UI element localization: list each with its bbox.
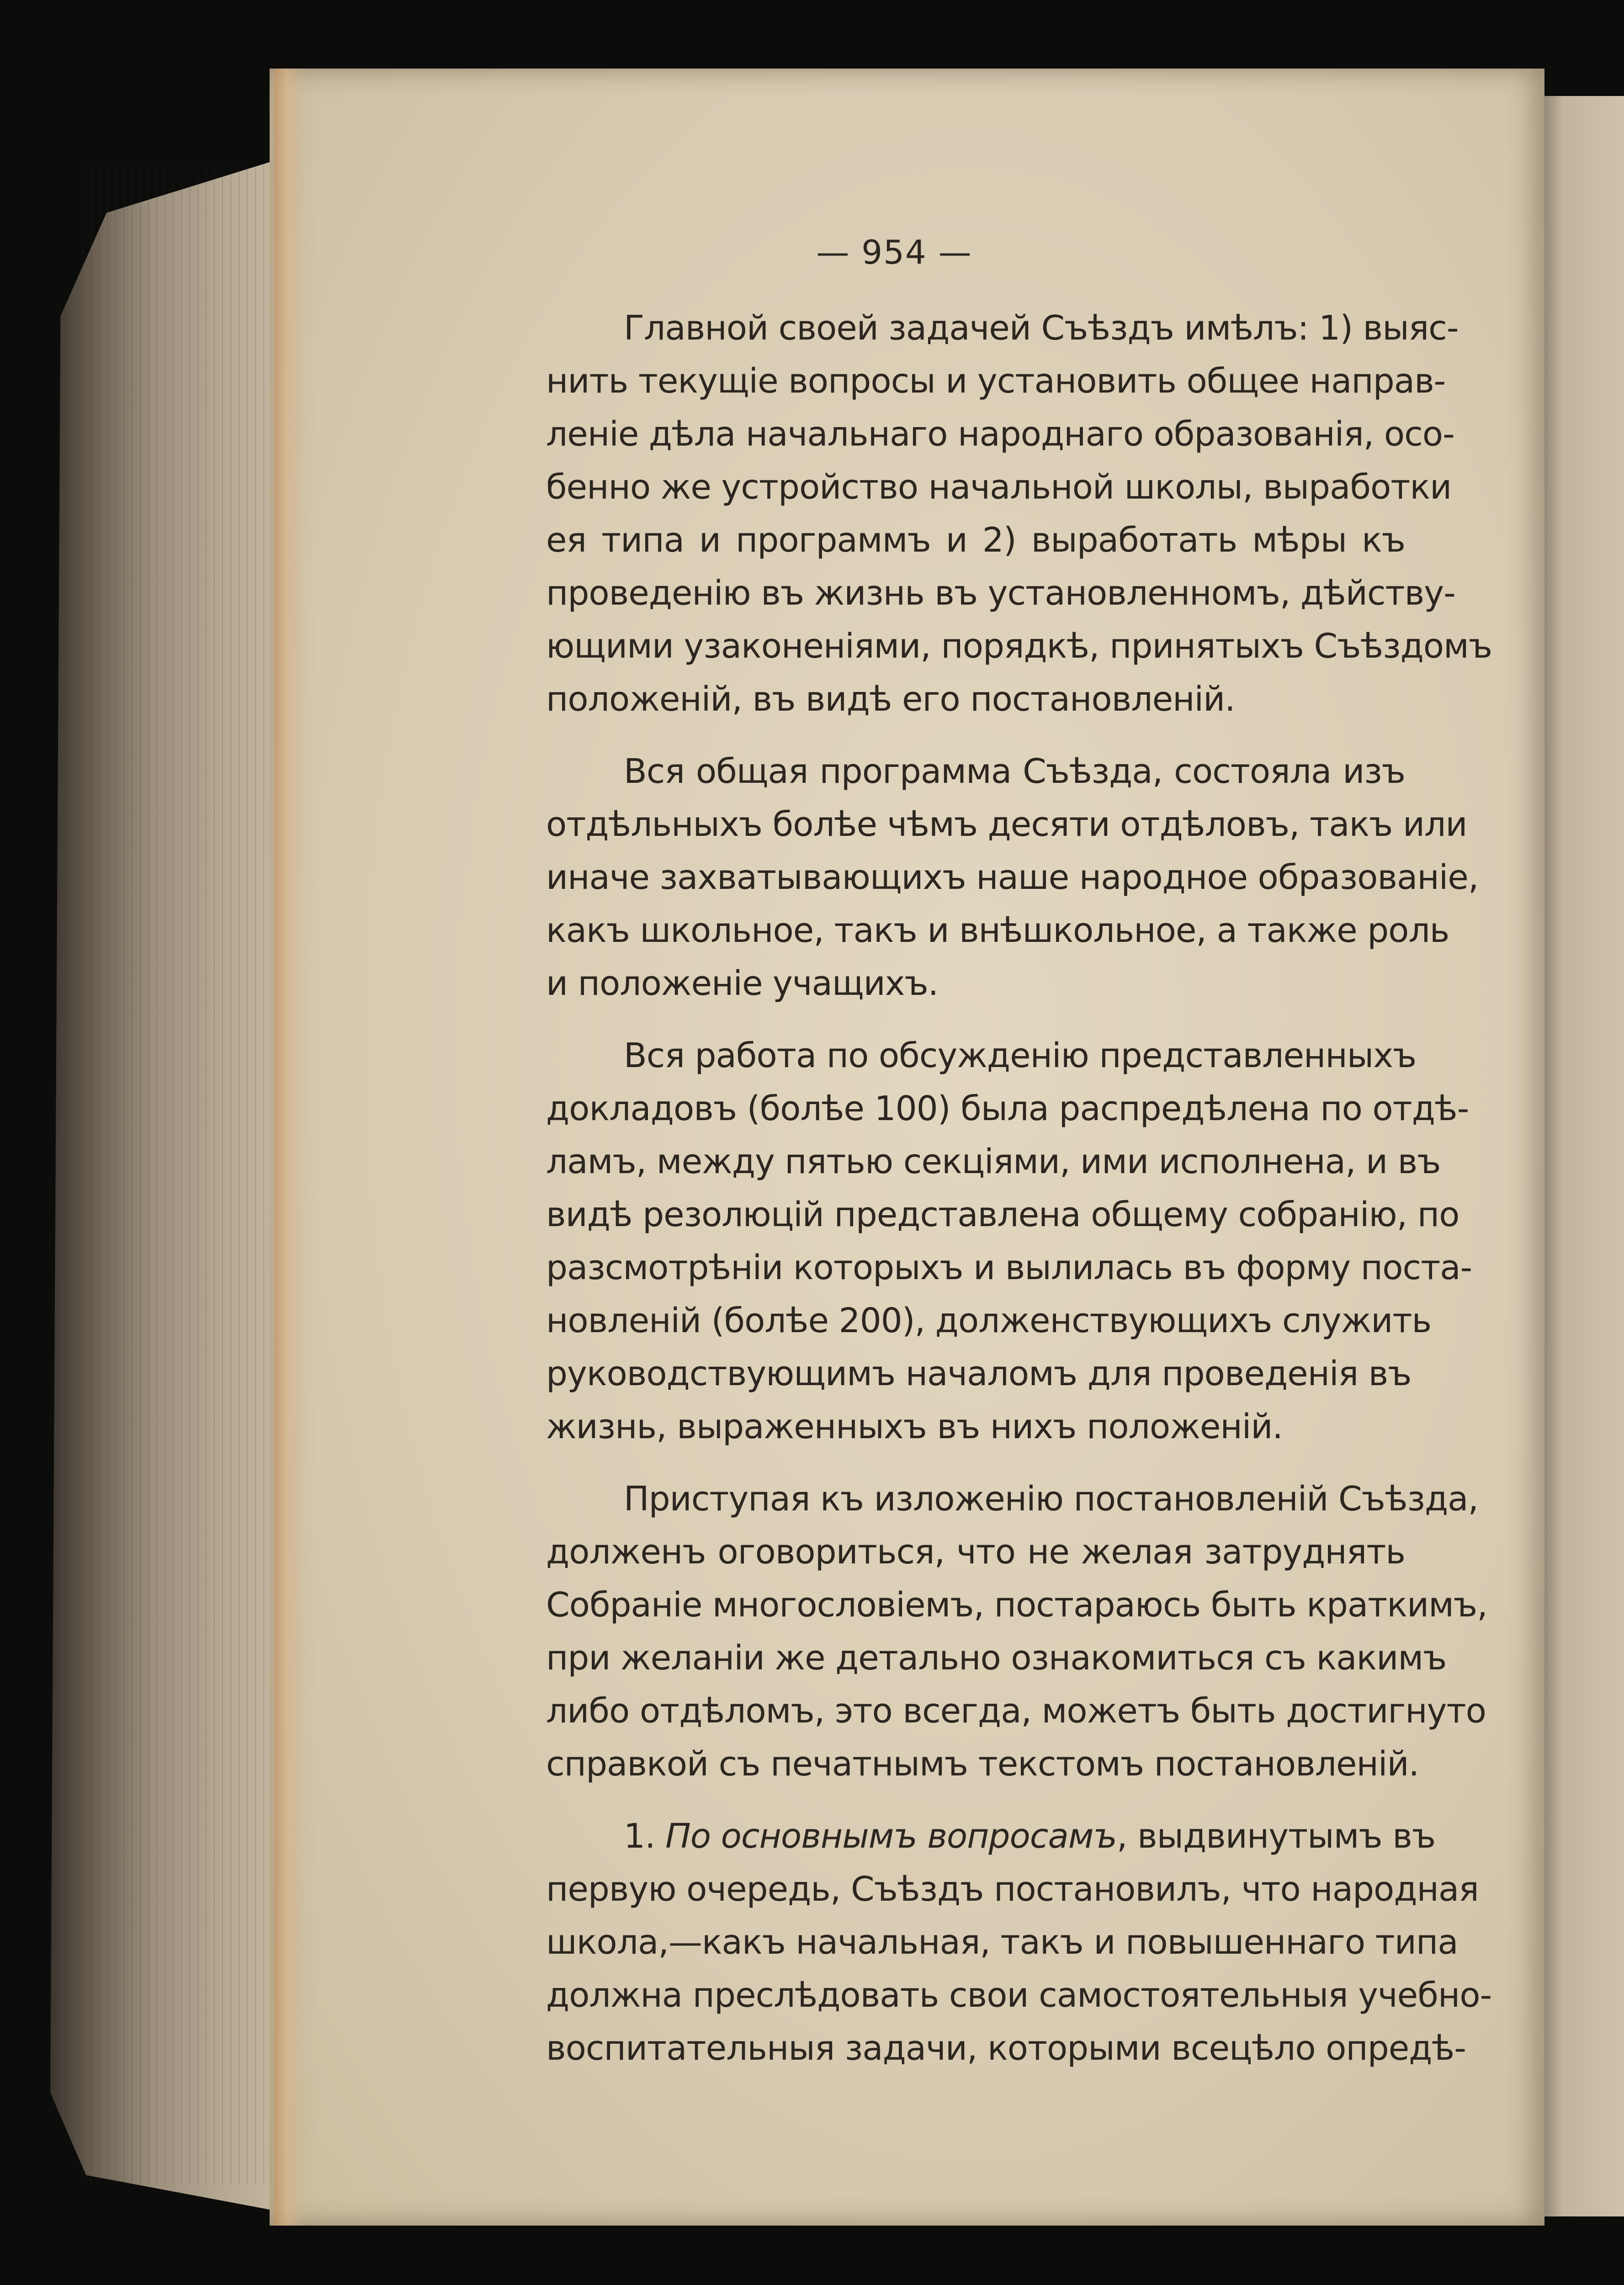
text-line: руководствующимъ началомъ для проведенія въ [546,1354,1412,1393]
text-line [546,1810,1436,1863]
text-line: Собраніе многословіемъ, постараюсь быть краткимъ, [546,1585,1487,1625]
text-line: бенно же устройство начальной школы, выработки [546,468,1452,507]
text-line: иначе захватывающихъ наше народное образованіе, [546,858,1479,897]
text-line: положеній, въ видѣ его постановленій. [546,680,1235,719]
text-line: леніе дѣла начальнаго народнаго образованія, осо- [546,414,1454,454]
item-number: 1. [624,1817,666,1856]
paragraph-1 [546,302,1492,726]
text-line: ламъ, между пятью секціями, ими исполнена, и въ [546,1142,1441,1181]
paragraph-2 [546,745,1479,1010]
text-line: воспитательныя задачи, которыми всецѣло опредѣ- [546,2029,1466,2068]
text-line: Вся общая программа Съѣзда, состояла изъ [624,752,1405,791]
text-line: Главной своей задачей Съѣздъ имѣлъ: 1) выяс- [624,308,1459,348]
text-line: Приступая къ изложенію постановленій Съѣзда, [624,1479,1479,1519]
body-text [546,302,1492,2094]
text-line: первую очередь, Съѣздъ постановилъ, что народная [546,1870,1479,1909]
text-line: и положеніе учащихъ. [546,964,939,1003]
text-line: при желаніи же детально ознакомиться съ какимъ [546,1638,1447,1678]
italic-heading: По основнымъ вопросамъ [665,1817,1117,1856]
paragraph-3 [546,1029,1472,1453]
text-line: какъ школьное, такъ и внѣшкольное, а также роль [546,911,1449,950]
text-line: ющими узаконеніями, порядкѣ, принятыхъ Съѣздомъ [546,627,1492,666]
line-continuation: , выдвинутымъ въ [1116,1817,1436,1856]
text-line: ея типа и программъ и 2) выработать мѣры къ [546,521,1405,560]
text-line: докладовъ (болѣе 100) была распредѣлена по отдѣ- [546,1089,1469,1128]
page-edge-tint [274,69,306,2226]
text-line: новленій (болѣе 200), долженствующихъ служить [546,1301,1432,1340]
text-line: справкой съ печатнымъ текстомъ постановленій. [546,1744,1419,1784]
page-number: — 954 — [816,233,972,271]
paragraph-5 [546,1810,1492,2075]
text-line: Вся работа по обсужденію представленныхъ [624,1036,1417,1075]
text-line: школа,—какъ начальная, такъ и повышеннаго типа [546,1923,1458,1962]
text-line: либо отдѣломъ, это всегда, можетъ быть достигнуто [546,1691,1486,1731]
text-line: долженъ оговориться, что не желая затруднять [546,1532,1405,1572]
text-line: нить текущіе вопросы и установить общее направ- [546,361,1446,401]
text-line: должна преслѣдовать свои самостоятельныя учебно- [546,1976,1492,2015]
text-line: видѣ резолюцій представлена общему собранію, по [546,1195,1459,1234]
text-line: жизнь, выраженныхъ въ нихъ положеній. [546,1407,1283,1446]
paragraph-4 [546,1472,1487,1791]
text-line: разсмотрѣніи которыхъ и вылилась въ форму поста- [546,1248,1472,1287]
page-stack-lines [82,165,292,2184]
text-line: отдѣльныхъ болѣе чѣмъ десяти отдѣловъ, такъ или [546,805,1467,844]
text-line: проведенію въ жизнь въ установленномъ, дѣйству- [546,574,1455,613]
facing-page [1542,96,1624,2216]
